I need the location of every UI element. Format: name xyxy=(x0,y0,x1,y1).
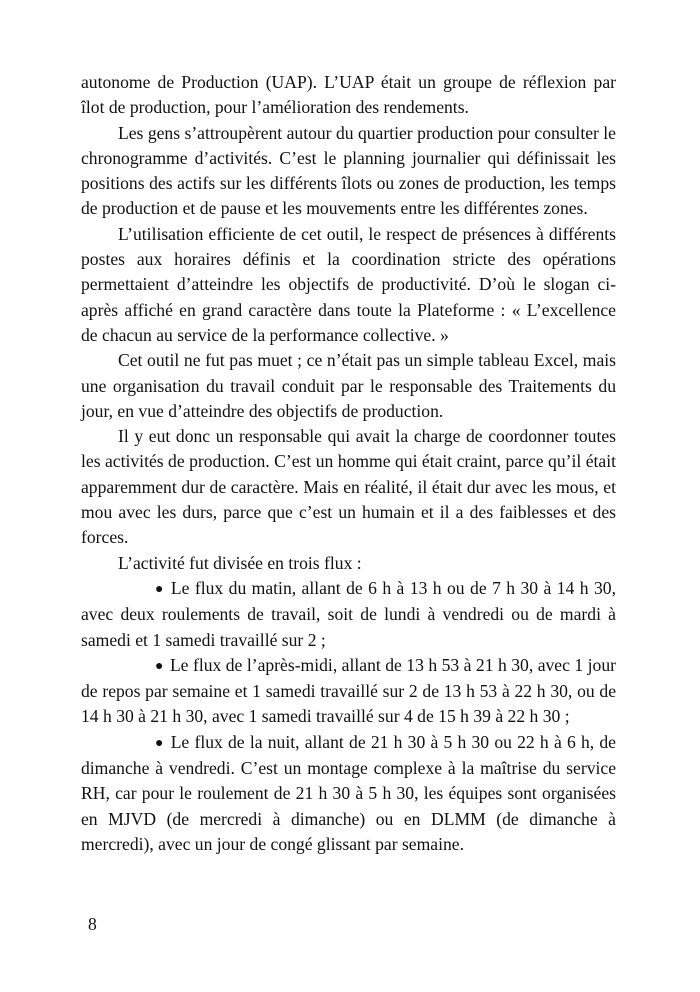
body-text xyxy=(81,70,616,857)
bullet-icon: ● xyxy=(155,735,164,751)
bullet-text: Le flux de la nuit, allant de 21 h 30 à 5 h 30 ou 22 h à 6 h, de dimanche à vendredi. C’est un montage complexe à la maîtrise du service RH, car pour le roulement de 21 h 30 à 5 h 30, les équipes sont organisées en MJVD (de mercredi à dimanche) ou en DLMM (de dimanche à mercredi), avec un jour de congé glissant par semaine. xyxy=(81,731,616,854)
paragraph-outil: Cet outil ne fut pas muet ; ce n’était pas un simple tableau Excel, mais une organisation du travail conduit par le responsable des Traitements du jour, en vue d’atteindre des objectifs de production. xyxy=(81,350,616,421)
bullet-icon: ● xyxy=(155,581,164,597)
paragraph-flux-intro: L’activité fut divisée en trois flux : xyxy=(118,552,362,573)
bullet-icon: ● xyxy=(155,658,164,674)
bullet-text: Le flux de l’après-midi, allant de 13 h 53 à 21 h 30, avec 1 jour de repos par semaine et 1 samedi travaillé sur 2 de 13 h 53 à 22 h 30, ou de 14 h 30 à 21 h 30, avec 1 samedi travaillé sur 4 de 15 h 39 à 22 h 30 ; xyxy=(81,654,616,727)
bullet-flux-apres-midi xyxy=(81,653,616,730)
paragraph-responsable: Il y eut donc un responsable qui avait la charge de coordonner toutes les activités de production. C’est un homme qui était craint, parce qu’il était apparemment dur de caractère. Mais en réalité, il était dur avec les mous, et mou avec les durs, parce que c’est un humain et il a des faiblesses et des forces. xyxy=(81,426,616,548)
paragraph-uap: autonome de Production (UAP). L’UAP était un groupe de réflexion par îlot de production, pour l’amélioration des rendements. xyxy=(81,72,616,118)
paragraph-chronogramme: Les gens s’attroupèrent autour du quartier production pour consulter le chronogramme d’activités. C’est le planning journalier qui définissait les positions des actifs sur les différents îlots ou zones de production, les temps de production et de pause et les mouvements entre les différentes zones. xyxy=(81,122,616,219)
bullet-flux-nuit xyxy=(81,730,616,857)
bullet-flux-matin xyxy=(81,576,616,653)
bullet-text: Le flux du matin, allant de 6 h à 13 h ou de 7 h 30 à 14 h 30, avec deux roulements de travail, soit de lundi à vendredi ou de mardi à samedi et 1 samedi travaillé sur 2 ; xyxy=(81,577,616,650)
paragraph-utilisation: L’utilisation efficiente de cet outil, le respect de présences à différents postes aux horaires définis et la coordination stricte des opérations permettaient d’atteindre les objectifs de productivité. D’où le slogan ci-après affiché en grand caractère dans toute la Plateforme : « L’excellence de chacun au service de la performance collective. » xyxy=(81,223,616,345)
page-number: 8 xyxy=(88,914,97,934)
